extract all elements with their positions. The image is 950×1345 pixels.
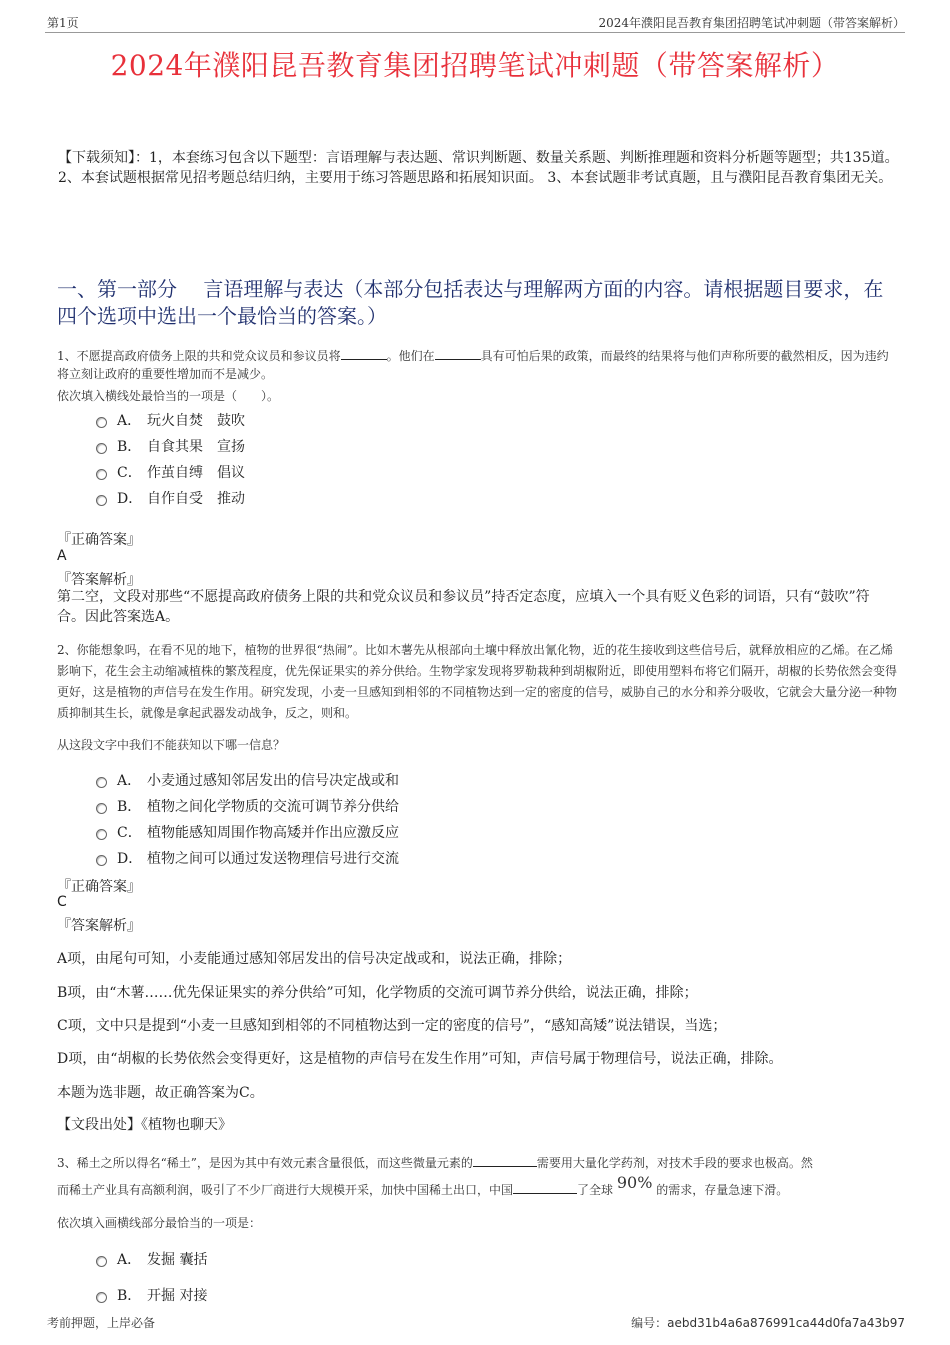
q2-conclusion: 本题为选非题，故正确答案为C。 [57,1085,264,1101]
option-text: 植物能感知周围作物高矮并作出应激反应 [147,825,399,841]
q1-text-part3: 具有可怕后果的政策，而最终的结果将与他们声称所要的截然相反，因为违约将立刻让政府的重要性增加而不是减少。 [57,349,889,381]
radio-icon[interactable] [96,777,107,788]
q3-option-a[interactable] [96,1249,207,1269]
option-letter: B． [117,1288,142,1304]
question-2-stem: 2、你能想象吗，在看不见的地下，植物的世界很“热闹”。比如木薯先从根部向土壤中释放出氰化物，近的花生接收到这些信号后，就释放相应的乙烯。在乙烯影响下，花生会主动缩减植株的繁茂程度，优先保证果实的养分供给。生物学家发现将罗勒栽种到胡椒附近，即使用塑料布将它们隔开，胡椒的长势依然会变得更好，这是植物的声信号在发生作用。研究发现，小麦一旦感知到相邻的不同植物达到一定的密度的信号，威胁自己的水分和养分吸收，它就会大量分泌一种物质抑制其生长，就像是拿起武器发动战争，反之，则和。 [57,643,898,720]
radio-icon[interactable] [96,443,107,454]
radio-icon[interactable] [96,855,107,866]
q2-option-b[interactable] [96,796,399,816]
option-text: 发掘 囊括 [147,1252,208,1268]
q1-analysis: 第二空，文段对那些“不愿提高政府债务上限的共和党众议员和参议员”持否定态度，应填入一个具有贬义色彩的词语，只有“鼓吹”符合。因此答案选A。 [57,589,870,625]
q3-text-part5: 的需求，存量急速下滑。 [656,1183,789,1197]
footer-code [631,1314,905,1331]
code-label: 编号： [631,1316,668,1330]
question-3-prompt: 依次填入画横线部分最恰当的一项是： [57,1216,262,1230]
q2-analysis-d: D项，由“胡椒的长势依然会变得更好，这是植物的声信号在发生作用”可知，声信号属于物理信号，说法正确，排除。 [57,1051,783,1067]
code-value: aebd31b4a6a876991ca44d0fa7a43b97 [667,1316,905,1330]
option-text: 自食其果 宣扬 [147,439,245,455]
q1-answer-label: 『正确答案』 [57,532,141,548]
q2-analysis-a: A项，由尾句可知，小麦能通过感知邻居发出的信号决定战或和，说法正确，排除； [57,951,572,967]
question-1-prompt: 依次填入横线处最恰当的一项是（ ）。 [57,389,280,403]
option-letter: B． [117,799,142,815]
q2-answer: C [57,894,67,910]
option-text: 开掘 对接 [147,1288,208,1304]
radio-icon[interactable] [96,1256,107,1267]
header-divider [45,32,905,33]
q3-option-b[interactable] [96,1285,207,1305]
q2-analysis-b: B项，由“木薯……优先保证果实的养分供给”可知，化学物质的交流可调节养分供给，说法正确，排除； [57,985,698,1001]
option-letter: D． [117,851,143,867]
q1-analysis-label: 『答案解析』 [57,572,141,588]
q1-blank-1 [341,347,387,360]
radio-icon[interactable] [96,1292,107,1303]
source-label: 【文段出处】 [57,1117,141,1133]
q3-blank-2 [513,1181,577,1194]
q3-percent: 90% [616,1173,653,1192]
q1-option-a[interactable] [96,410,245,430]
question-3-stem-line1 [57,1154,897,1172]
option-text: 植物之间可以通过发送物理信号进行交流 [147,851,399,867]
radio-icon[interactable] [96,829,107,840]
q3-text-part2: 需要用大量化学药剂，对技术手段的要求也极高。然 [536,1156,813,1170]
q1-blank-2 [435,347,481,360]
q2-answer-label: 『正确答案』 [57,879,141,895]
q1-answer: A [57,548,67,564]
option-letter: A． [117,413,142,429]
option-letter: B． [117,439,142,455]
running-header-title: 2024年濮阳昆吾教育集团招聘笔试冲刺题（带答案解析） [598,16,905,30]
source-title: 《植物也聊天》 [141,1117,232,1133]
q3-text-part4: 了全球 [577,1183,614,1197]
page-title: 2024年濮阳昆吾教育集团招聘笔试冲刺题（带答案解析） [110,49,840,82]
option-text: 植物之间化学物质的交流可调节养分供给 [147,799,399,815]
q2-analysis-label: 『答案解析』 [57,918,141,934]
footer-slogan: 考前押题，上岸必备 [47,1316,156,1330]
section-heading: 一、第一部分 言语理解与表达（本部分包括表达与理解两方面的内容。请根据题目要求，在四个选项中选出一个最恰当的答案。） [57,277,884,328]
q1-option-c[interactable] [96,462,245,482]
q2-analysis-c: C项，文中只是提到“小麦一旦感知到相邻的不同植物达到一定的密度的信号”，“感知高矮”说法错误，当选； [57,1018,727,1034]
q2-source [57,1115,232,1135]
question-2-prompt: 从这段文字中我们不能获知以下哪一信息？ [57,738,286,752]
q3-text-part1: 3、稀土之所以得名“稀土”，是因为其中有效元素含量很低，而这些微量元素的 [57,1156,473,1170]
q1-text-part2: 。他们在 [386,349,435,363]
question-1-stem [57,347,897,383]
option-letter: C． [117,465,142,481]
option-letter: A． [117,773,142,789]
option-text: 小麦通过感知邻居发出的信号决定战或和 [147,773,399,789]
option-text: 玩火自焚 鼓吹 [147,413,245,429]
option-letter: D． [117,491,143,507]
q1-option-b[interactable] [96,436,245,456]
option-letter: A． [117,1252,142,1268]
q1-option-d[interactable] [96,488,245,508]
radio-icon[interactable] [96,469,107,480]
question-3-stem-line2 [57,1173,897,1199]
option-letter: C． [117,825,142,841]
q1-text-part1: 1、不愿提高政府债务上限的共和党众议员和参议员将 [57,349,341,363]
page-number: 第1页 [47,16,79,30]
q2-option-a[interactable] [96,770,399,790]
radio-icon[interactable] [96,803,107,814]
q3-blank-1 [473,1154,537,1167]
download-notice: 【下载须知】：1，本套练习包含以下题型：言语理解与表达题、常识判断题、数量关系题、判断推理题和资料分析题等题型；共135道。 2、本套试题根据常见招考题总结归纳，主要用于练习答题思路和拓展知识面。 3、本套试题非考试真题，且与濮阳昆吾教育集团无关。 [58,150,899,186]
radio-icon[interactable] [96,495,107,506]
q2-option-c[interactable] [96,822,399,842]
q2-option-d[interactable] [96,848,399,868]
radio-icon[interactable] [96,417,107,428]
q3-text-part3: 而稀土产业具有高额利润，吸引了不少厂商进行大规模开采，加快中国稀土出口，中国 [57,1183,514,1197]
option-text: 作茧自缚 倡议 [147,465,245,481]
option-text: 自作自受 推动 [147,491,245,507]
